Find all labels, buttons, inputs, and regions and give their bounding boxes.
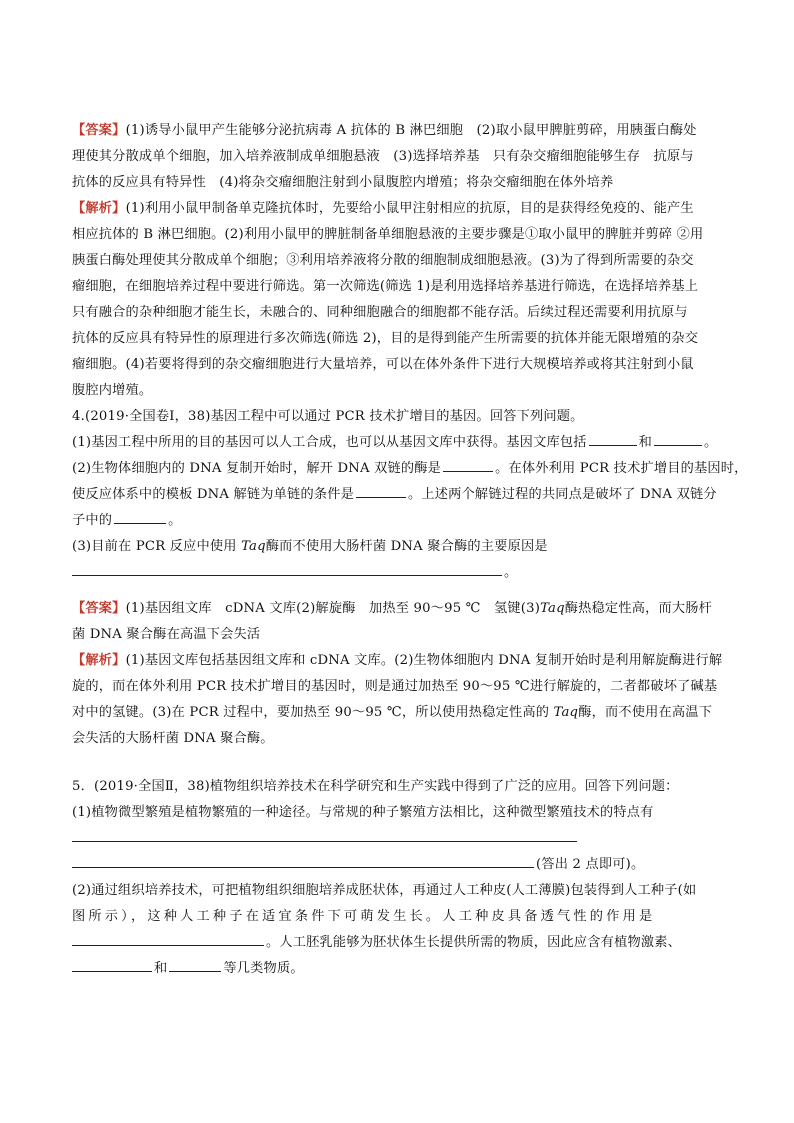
q4-analysis-a: (1)基因文库包括基因组文库和 cDNA 文库。(2)生物体细胞内 DNA 复制开始时是利用解旋酶进行解 [125,653,723,668]
q5-part2-a: (2)通过组织培养技术，可把植物组织细胞培养成胚状体，再通过人工种皮(人工薄膜)包装得到人工种子(如 [72,883,697,898]
q4-analysis-d: 酶，而不使用在高温下 [578,705,713,720]
q3-answer [72,118,727,196]
q4-part2-text-b: 。在体外利用 PCR 技术扩增目的基因时， [495,461,748,476]
q5-blank-3[interactable] [72,930,264,946]
q4-part3-end: 。 [504,565,518,580]
worksheet-page [72,118,748,982]
q4-part1-and: 和 [638,435,653,450]
analysis-tag-2: 【解析】 [72,653,126,668]
q5-blank-1[interactable] [72,826,577,842]
q4-blank-1[interactable] [589,430,637,446]
q4-part1-end: 。 [704,435,718,450]
q4-part2-end: 。 [168,513,182,528]
q5-part2-b: 图所示），这种人工种子在适宜条件下可萌发生长。人工种皮具备透气性的作用是 [72,909,656,924]
q4-part3-text-a: (3)目前在 PCR 反应中使用 [72,539,242,554]
q5-part2-c: 。人工胚乳能够为胚状体生长提供所需的物质，因此应含有植物激素、 [266,935,682,950]
q5-stem: 5．(2019·全国Ⅱ，38)植物组织培养技术在科学研究和生产实践中得到了广泛的应用。回答下列问题： [72,779,679,794]
q3-analysis-line-1: (1)利用小鼠甲制备单克隆抗体时，先要给小鼠甲注射相应的抗原，目的是获得经免疫的、能产生 [125,201,694,216]
q4-blank-4[interactable] [356,482,406,498]
q4-part3-text-b: 酶而不使用大肠杆菌 DNA 聚合酶的主要原因是 [265,539,548,554]
q3-answer-line-3: 抗体的反应具有特异性 (4)将杂交瘤细胞注射到小鼠腹腔内增殖；将杂交瘤细胞在体外培养 [72,175,614,190]
analysis-tag: 【解析】 [72,201,126,216]
q4-part2-text-d: 。上述两个解链过程的共同点是破坏了 DNA 双链分 [408,487,717,502]
q4-part2-text-c: 使反应体系中的模板 DNA 解链为单链的条件是 [72,487,354,502]
q4-answer-c: 菌 DNA 聚合酶在高温下会失活 [72,627,261,642]
q4-blank-2[interactable] [654,430,702,446]
q3-analysis [72,196,727,404]
q4-analysis-b: 旋的，而在体外利用 PCR 技术扩增目的基因时，则是通过加热至 90～95 ℃进行解旋的，二者都破坏了碱基 [72,679,718,694]
q5-part1-note: (答出 2 点即可)。 [536,857,645,872]
q4-blank-3[interactable] [443,456,493,472]
answer-tag-2: 【答案】 [72,601,126,616]
q4-blank-6[interactable] [72,560,502,576]
question-5 [72,774,727,982]
q4-blank-5[interactable] [114,508,166,524]
taq-italic: Taq [241,539,266,554]
taq-italic-2: Taq [540,601,565,616]
q5-blank-4[interactable] [72,956,152,972]
q3-analysis-line-3: 胰蛋白酶处理使其分散成单个细胞；③利用培养液将分散的细胞制成细胞悬液。(3)为了得到所需要的杂交 [72,253,694,268]
q3-analysis-line-5: 只有融合的杂种细胞才能生长，未融合的、同种细胞融合的细胞都不能存活。后续过程还需要利用抗原与 [72,305,688,320]
q4-answer-a: (1)基因组文库 cDNA 文库(2)解旋酶 加热至 90～95 ℃ 氢键(3) [125,601,541,616]
q4-answer [72,596,727,648]
q4-analysis [72,648,727,752]
q3-answer-line-2: 理使其分散成单个细胞，加入培养液制成单细胞悬液 (3)选择培养基 只有杂交瘤细胞能够生存 抗原与 [72,149,694,164]
q4-stem: 4.(2019·全国卷Ⅰ，38)基因工程中可以通过 PCR 技术扩增目的基因。回答下列问题。 [72,409,584,424]
q3-analysis-line-4: 瘤细胞，在细胞培养过程中要进行筛选。第一次筛选(筛选 1)是利用选择培养基进行筛选，在选择培养基上 [72,279,699,294]
q5-part1: (1)植物微型繁殖是植物繁殖的一种途径。与常规的种子繁殖方法相比，这种微型繁殖技术的特点有 [72,805,654,820]
q3-analysis-line-7: 瘤细胞。(4)若要将得到的杂交瘤细胞进行大量培养，可以在体外条件下进行大规模培养或将其注射到小鼠 [72,357,694,372]
q3-analysis-line-6: 抗体的反应具有特异性的原理进行多次筛选(筛选 2)，目的是得到能产生所需要的抗体并能无限增殖的杂交 [72,331,699,346]
q4-part2-text-e: 子中的 [72,513,113,528]
q5-part2-and: 和 [154,961,168,976]
q3-answer-line-1: (1)诱导小鼠甲产生能够分泌抗病毒 A 抗体的 B 淋巴细胞 (2)取小鼠甲脾脏剪碎，用胰蛋白酶处 [125,123,697,138]
q5-blank-5[interactable] [169,956,221,972]
q4-analysis-e: 会失活的大肠杆菌 DNA 聚合酶。 [72,731,274,746]
q4-part1-text: (1)基因工程中所用的目的基因可以人工合成，也可以从基因文库中获得。基因文库包括 [72,435,587,450]
q3-analysis-line-8: 腹腔内增殖。 [72,383,153,398]
answer-tag: 【答案】 [72,123,126,138]
q5-part2-e: 等几类物质。 [223,961,304,976]
question-4 [72,404,748,586]
q5-blank-2[interactable] [72,852,534,868]
q3-analysis-line-2: 相应抗体的 B 淋巴细胞。(2)利用小鼠甲的脾脏制备单细胞悬液的主要步骤是①取小鼠甲的脾脏并剪碎 ②用 [72,227,704,242]
q4-analysis-c: 对中的氢键。(3)在 PCR 过程中，要加热至 90～95 ℃，所以使用热稳定性高的 [72,705,554,720]
taq-italic-3: Taq [553,705,579,720]
q4-part2-text-a: (2)生物体细胞内的 DNA 复制开始时，解开 DNA 双链的酶是 [72,461,442,476]
q4-answer-b: 酶热稳定性高，而大肠杆 [564,601,713,616]
